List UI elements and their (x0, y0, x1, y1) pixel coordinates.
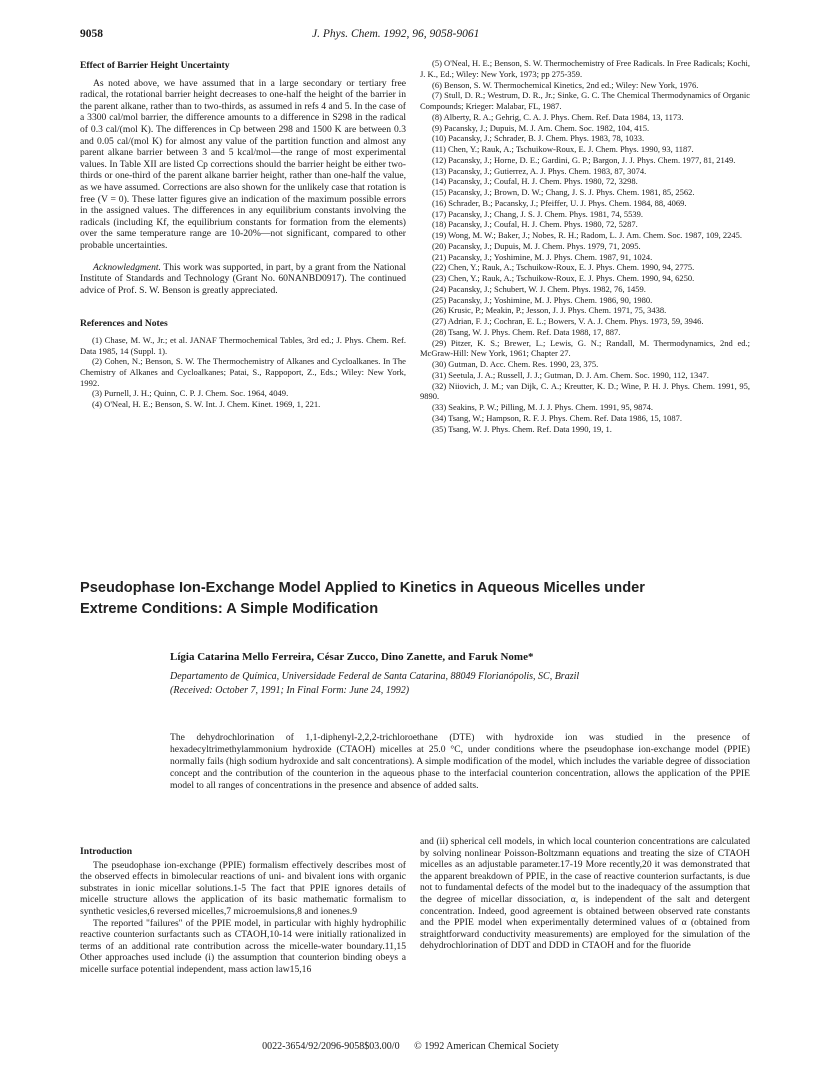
reference-item: (29) Pitzer, K. S.; Brewer, L.; Lewis, G. N.; Randall, M. Thermodynamics, 2nd ed.; McGraw-Hill: New York, 1961; Chapter 27. (420, 337, 750, 359)
references-title: References and Notes (80, 318, 168, 330)
intro-paragraph: and (ii) spherical cell models, in which local counterion concentrations are calculated by solving nonlinear Poisson-Boltzmann equations and treating the size of CTAOH micelles as an adjustable parameter.17-19 More recently,20 it was demonstrated that the apparent breakdown of PPIE, in the case of reactive counterion surfactants, is due not to fundamental defects of the model but to the inadequacy of the assumption that the degree of micellar dissociation, α, is independent of the salt and detergent concentration. Indeed, good agreement is obtained between observed rate constants and the PPIE model when experimentally determined values of α (obtained from straightforward conductivity measurements) are employed for the simulation of the dehydrochlorination of DDT and DDD in CTAOH and for the fluoride (420, 836, 750, 952)
reference-item: (2) Cohen, N.; Benson, S. W. The Thermochemistry of Alkanes and Cycloalkanes. In The Chemistry of Alkanes and Cycloalkanes; Patai, S., Rappoport, Z., Eds.; Wiley: New York, 1992. (80, 356, 406, 388)
intro-left-column (80, 846, 406, 976)
acknowledgment-lead: Acknowledgment. (93, 261, 161, 273)
reference-item: (1) Chase, M. W., Jr.; et al. JANAF Thermochemical Tables, 3rd ed.; J. Phys. Chem. Ref. Data 1985, 14 (Suppl. 1). (80, 334, 406, 356)
reference-item: (5) O'Neal, H. E.; Benson, S. W. Thermochemistry of Free Radicals. In Free Radicals; Kochi, J. K., Ed.; Wiley: New York, 1973; pp 275-359. (420, 58, 750, 79)
intro-right-column (420, 836, 750, 952)
reference-item: (30) Gutman, D. Acc. Chem. Res. 1990, 23, 375. (432, 359, 599, 369)
reference-item: (32) Niiovich, J. M.; van Dijk, C. A.; Kreutter, K. D.; Wine, P. H. J. Phys. Chem. 1991, 95, 9890. (420, 380, 750, 402)
reference-item: (10) Pacansky, J.; Schrader, B. J. Chem. Phys. 1983, 78, 1033. (432, 133, 645, 144)
intro-paragraph: The pseudophase ion-exchange (PPIE) formalism effectively describes most of the observed effects in bimolecular reactions of uni- and bivalent ions with organic substrates in ionic micellar solutions.1-5 The fact that PPIE ignores details of micelle structure allows the application of its basic mathematic formalism to synthetic vesicles,6 reversed micelles,7 microemulsions,8 and ionenes.9 (80, 859, 406, 917)
reference-item: (8) Alberty, R. A.; Gehrig, C. A. J. Phys. Chem. Ref. Data 1984, 13, 1173. (432, 111, 684, 122)
reference-item: (31) Seetula, J. A.; Russell, J. J.; Gutman, D. J. Am. Chem. Soc. 1990, 112, 1347. (432, 369, 709, 380)
reference-item: (22) Chen, Y.; Rauk, A.; Tschuikow-Roux, E. J. Phys. Chem. 1990, 94, 2775. (432, 262, 695, 273)
reference-item: (9) Pacansky, J.; Dupuis, M. J. Am. Chem. Soc. 1982, 104, 415. (432, 122, 650, 133)
reference-item: (13) Pacansky, J.; Gutierrez, A. J. Phys. Chem. 1983, 87, 3074. (432, 165, 647, 176)
price-code: 0022-3654/92/2096-9058$03.00/0 (262, 1041, 400, 1052)
reference-item: (16) Schrader, B.; Pacansky, J.; Pfeiffer, U. J. Phys. Chem. 1984, 88, 4069. (432, 197, 687, 208)
reference-item: (27) Adrian, F. J.; Cochran, E. L.; Bowers, V. A. J. Chem. Phys. 1973, 59, 3946. (432, 316, 704, 326)
page-footer (0, 1041, 821, 1052)
reference-item: (17) Pacansky, J.; Chang, J. S. J. Chem. Phys. 1981, 74, 5539. (432, 208, 644, 219)
author-list: Lígia Catarina Mello Ferreira, César Zucco, Dino Zanette, and Faruk Nome* (170, 651, 534, 663)
copyright: © 1992 American Chemical Society (414, 1041, 559, 1052)
reference-item: (23) Chen, Y.; Rauk, A.; Tschuikow-Roux, E. J. Phys. Chem. 1990, 94, 6250. (432, 273, 695, 283)
reference-item: (11) Chen, Y.; Rauk, A.; Tschuikow-Roux, E. J. Chem. Phys. 1990, 93, 1187. (432, 144, 694, 154)
acknowledgment (80, 262, 406, 297)
reference-item: (14) Pacansky, J.; Coufal, H. J. Chem. Phys. 1980, 72, 3298. (432, 176, 638, 187)
running-header (80, 28, 750, 44)
reference-item: (34) Tsang, W.; Hampson, R. F. J. Phys. Chem. Ref. Data 1986, 15, 1087. (432, 412, 683, 423)
abstract: The dehydrochlorination of 1,1-diphenyl-2,2,2-trichloroethane (DTE) with hydroxide ion was studied in the presence of hexadecyltrimethylammonium hydroxide (CTAOH) micelles at 25.0 °C, under conditions where the pseudophase ion-exchange model (PPIE) normally fails (high sodium hydroxide and salt concentrations). A simple modification of the model, which includes the variable degree of dissociation concept and the contribution of the counterion in the aqueous phase to the interfacial counterion concentration, allows the application of the PPIE model to all ranges of concentrations in the presence and absence of added salts. (170, 732, 750, 791)
reference-item: (7) Stull, D. R.; Westrum, D. R., Jr.; Sinke, G. C. The Chemical Thermodynamics of Organic Compounds; Krieger: Malabar, FL, 1987. (420, 90, 750, 111)
reference-item: (12) Pacansky, J.; Horne, D. E.; Gardini, G. P.; Bargon, J. J. Phys. Chem. 1977, 81, 2149. (432, 154, 736, 165)
reference-item: (24) Pacansky, J.; Schubert, W. J. Chem. Phys. 1982, 76, 1459. (432, 283, 646, 294)
reference-item: (35) Tsang, W. J. Phys. Chem. Ref. Data 1990, 19, 1. (432, 423, 612, 434)
acknowledgment-text: This work was supported, in part, by a grant from the National Institute of Standards and Technology (Grant No. 60NANBD0917). The continued advice of Prof. S. W. Benson is greatly appreciated. (80, 261, 406, 296)
reference-item: (3) Purnell, J. H.; Quinn, C. P. J. Chem. Soc. 1964, 4049. (92, 388, 289, 399)
reference-item: (21) Pacansky, J.; Yoshimine, M. J. Phys. Chem. 1987, 91, 1024. (432, 251, 653, 262)
reference-item: (20) Pacansky, J.; Dupuis, M. J. Chem. Phys. 1979, 71, 2095. (432, 240, 641, 251)
reference-item: (6) Benson, S. W. Thermochemical Kinetics, 2nd ed.; Wiley: New York, 1976. (432, 79, 699, 90)
affiliation: Departamento de Química, Universidade Federal de Santa Catarina, 88049 Florianópolis, SC, Brazil (170, 671, 580, 682)
right-column-references (420, 58, 750, 434)
reference-item: (33) Seakins, P. W.; Pilling, M. J. J. Phys. Chem. 1991, 95, 9874. (432, 402, 654, 412)
reference-item: (25) Pacansky, J.; Yoshimine, M. J. Phys. Chem. 1986, 90, 1980. (432, 294, 653, 305)
section-title: Effect of Barrier Height Uncertainty (80, 60, 230, 71)
intro-title: Introduction (80, 846, 133, 857)
reference-item: (4) O'Neal, H. E.; Benson, S. W. Int. J. Chem. Kinet. 1969, 1, 221. (92, 399, 321, 410)
intro-paragraph: The reported "failures" of the PPIE model, in particular with highly hydrophilic reactive counterion surfactants such as CTAOH,10-14 were initially rationalized in terms of an additional rate contribution across the micelle-water boundary.11,15 Other approaches used include (i) the assumption that counterion binding obeys a micelle surface potential independent, mass action law15,16 (80, 917, 406, 975)
reference-item: (26) Krusic, P.; Meakin, P.; Jesson, J. J. Phys. Chem. 1971, 75, 3438. (432, 305, 667, 316)
reference-item: (15) Pacansky, J.; Brown, D. W.; Chang, J. S. J. Phys. Chem. 1981, 85, 2562. (432, 187, 695, 197)
body-paragraph: As noted above, we have assumed that in a large secondary or tertiary free radical, the rotational barrier height decreases to one-half the height of the barrier in the parent alkane, rather than to two-thirds, as assumed in refs 4 and 5. In the case of a 3300 cal/mol barrier, the difference amounts to a difference in S298 in the radical of 0.3 cal/(mol K). The differences in Cp between 298 and 1500 K are between 0.3 and 0.05 cal/(mol K) for almost any value of the partition function and almost any parent alkane barrier between 3 and 5 kcal/mol—the range of most experimental values. In Table XII are listed Cp corrections should the barrier height be either two-thirds or one-third of the parent alkane barrier height, rather than one-half the value, as we have assumed. Corrections are also shown for the unlikely case that rotation is free (V = 0). These latter figures give an indication of the maximum possible errors in the assigned values. The differences in any equilibrium constants involving the radicals (including Kf, the equilibrium constants for formation from the elements) over the same temperature range are 10-20%—not significant, compared to other probable uncertainties. (80, 77, 406, 251)
left-column (80, 60, 406, 410)
reference-item: (28) Tsang, W. J. Phys. Chem. Ref. Data 1988, 17, 887. (432, 326, 621, 337)
affiliation-block (170, 670, 730, 697)
article-title-block (80, 578, 752, 620)
page-number: 9058 (80, 28, 103, 40)
received-dates: (Received: October 7, 1991; In Final Form: June 24, 1992) (170, 684, 410, 696)
article-title-line-2: Extreme Conditions: A Simple Modification (80, 601, 379, 617)
article-title-line-1: Pseudophase Ion-Exchange Model Applied to Kinetics in Aqueous Micelles under (80, 580, 645, 596)
reference-item: (19) Wong, M. W.; Baker, J.; Nobes, R. H.; Radom, L. J. Am. Chem. Soc. 1987, 109, 2245. (432, 230, 743, 240)
reference-item: (18) Pacansky, J.; Coufal, H. J. Chem. Phys. 1980, 72, 5287. (432, 219, 638, 230)
journal-citation: J. Phys. Chem. 1992, 96, 9058-9061 (312, 28, 480, 40)
